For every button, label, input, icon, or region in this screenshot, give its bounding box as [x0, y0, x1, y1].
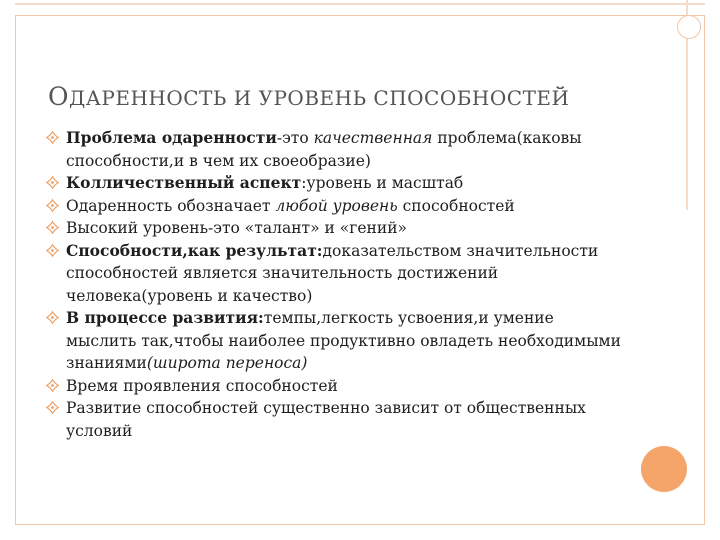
- item-text: -это: [276, 129, 314, 147]
- ornament-bullet-icon: [46, 217, 66, 234]
- list-item: [46, 307, 626, 375]
- list-item: [46, 397, 626, 442]
- list-item: [46, 127, 626, 172]
- list-item-text: [66, 375, 626, 398]
- item-bold: Колличественный аспект: [66, 173, 302, 192]
- ornament-bullet-icon: [46, 307, 66, 324]
- list-item-text: [66, 195, 626, 218]
- ornament-bullet-icon: [46, 397, 66, 414]
- list-item: [46, 217, 626, 240]
- list-item-text: [66, 397, 626, 442]
- item-text: Одаренность обозначает: [66, 196, 276, 215]
- list-item: [46, 172, 626, 195]
- bullet-list: [46, 127, 626, 442]
- list-item-text: [66, 172, 626, 195]
- title-initial: О: [48, 82, 69, 111]
- ornament-bullet-icon: [46, 240, 66, 257]
- accent-circle-icon: [641, 446, 687, 492]
- list-item-text: [66, 217, 626, 240]
- item-bold: В процессе развития:: [66, 308, 264, 327]
- item-text: Развитие способностей существенно зависит от общественных условий: [66, 399, 586, 440]
- item-italic: качественная: [313, 129, 433, 147]
- item-italic: любой уровень: [275, 196, 398, 215]
- item-text: Время проявления способностей: [66, 376, 338, 395]
- ornament-bullet-icon: [46, 172, 66, 189]
- item-tail: способностей: [397, 196, 515, 215]
- item-italic: (широта переноса): [146, 354, 308, 372]
- title-rest: ДАРЕННОСТЬ И УРОВЕНЬ СПОСОБНОСТЕЙ: [69, 86, 570, 110]
- slide-title: [48, 82, 569, 111]
- list-item: [46, 240, 626, 308]
- list-item-text: [66, 307, 626, 375]
- ornament-bullet-icon: [46, 195, 66, 212]
- list-item-text: [66, 127, 626, 172]
- ornament-bullet-icon: [46, 375, 66, 392]
- list-item: [46, 195, 626, 218]
- corner-circle-icon: [677, 15, 701, 39]
- top-decorative-rule: [15, 3, 705, 5]
- item-text: :уровень и масштаб: [301, 174, 464, 192]
- item-text: доказательством значительности способностей является значительность достижений человека(уровень и качество): [66, 241, 599, 305]
- item-tail: проблема(каковы способности,и в чем их своеобразие): [66, 129, 582, 170]
- item-text: Высокий уровень-это «талант» и «гений»: [66, 219, 408, 237]
- ornament-bullet-icon: [46, 127, 66, 144]
- item-text: темпы,легкость усвоения,и умение мыслить так,чтобы наиболее продуктивно овладеть необходимыми знаниями: [66, 309, 621, 372]
- item-bold: Способности,как результат:: [66, 240, 323, 260]
- list-item: [46, 375, 626, 398]
- list-item-text: [66, 240, 626, 308]
- item-bold: Проблема одаренности: [66, 128, 277, 147]
